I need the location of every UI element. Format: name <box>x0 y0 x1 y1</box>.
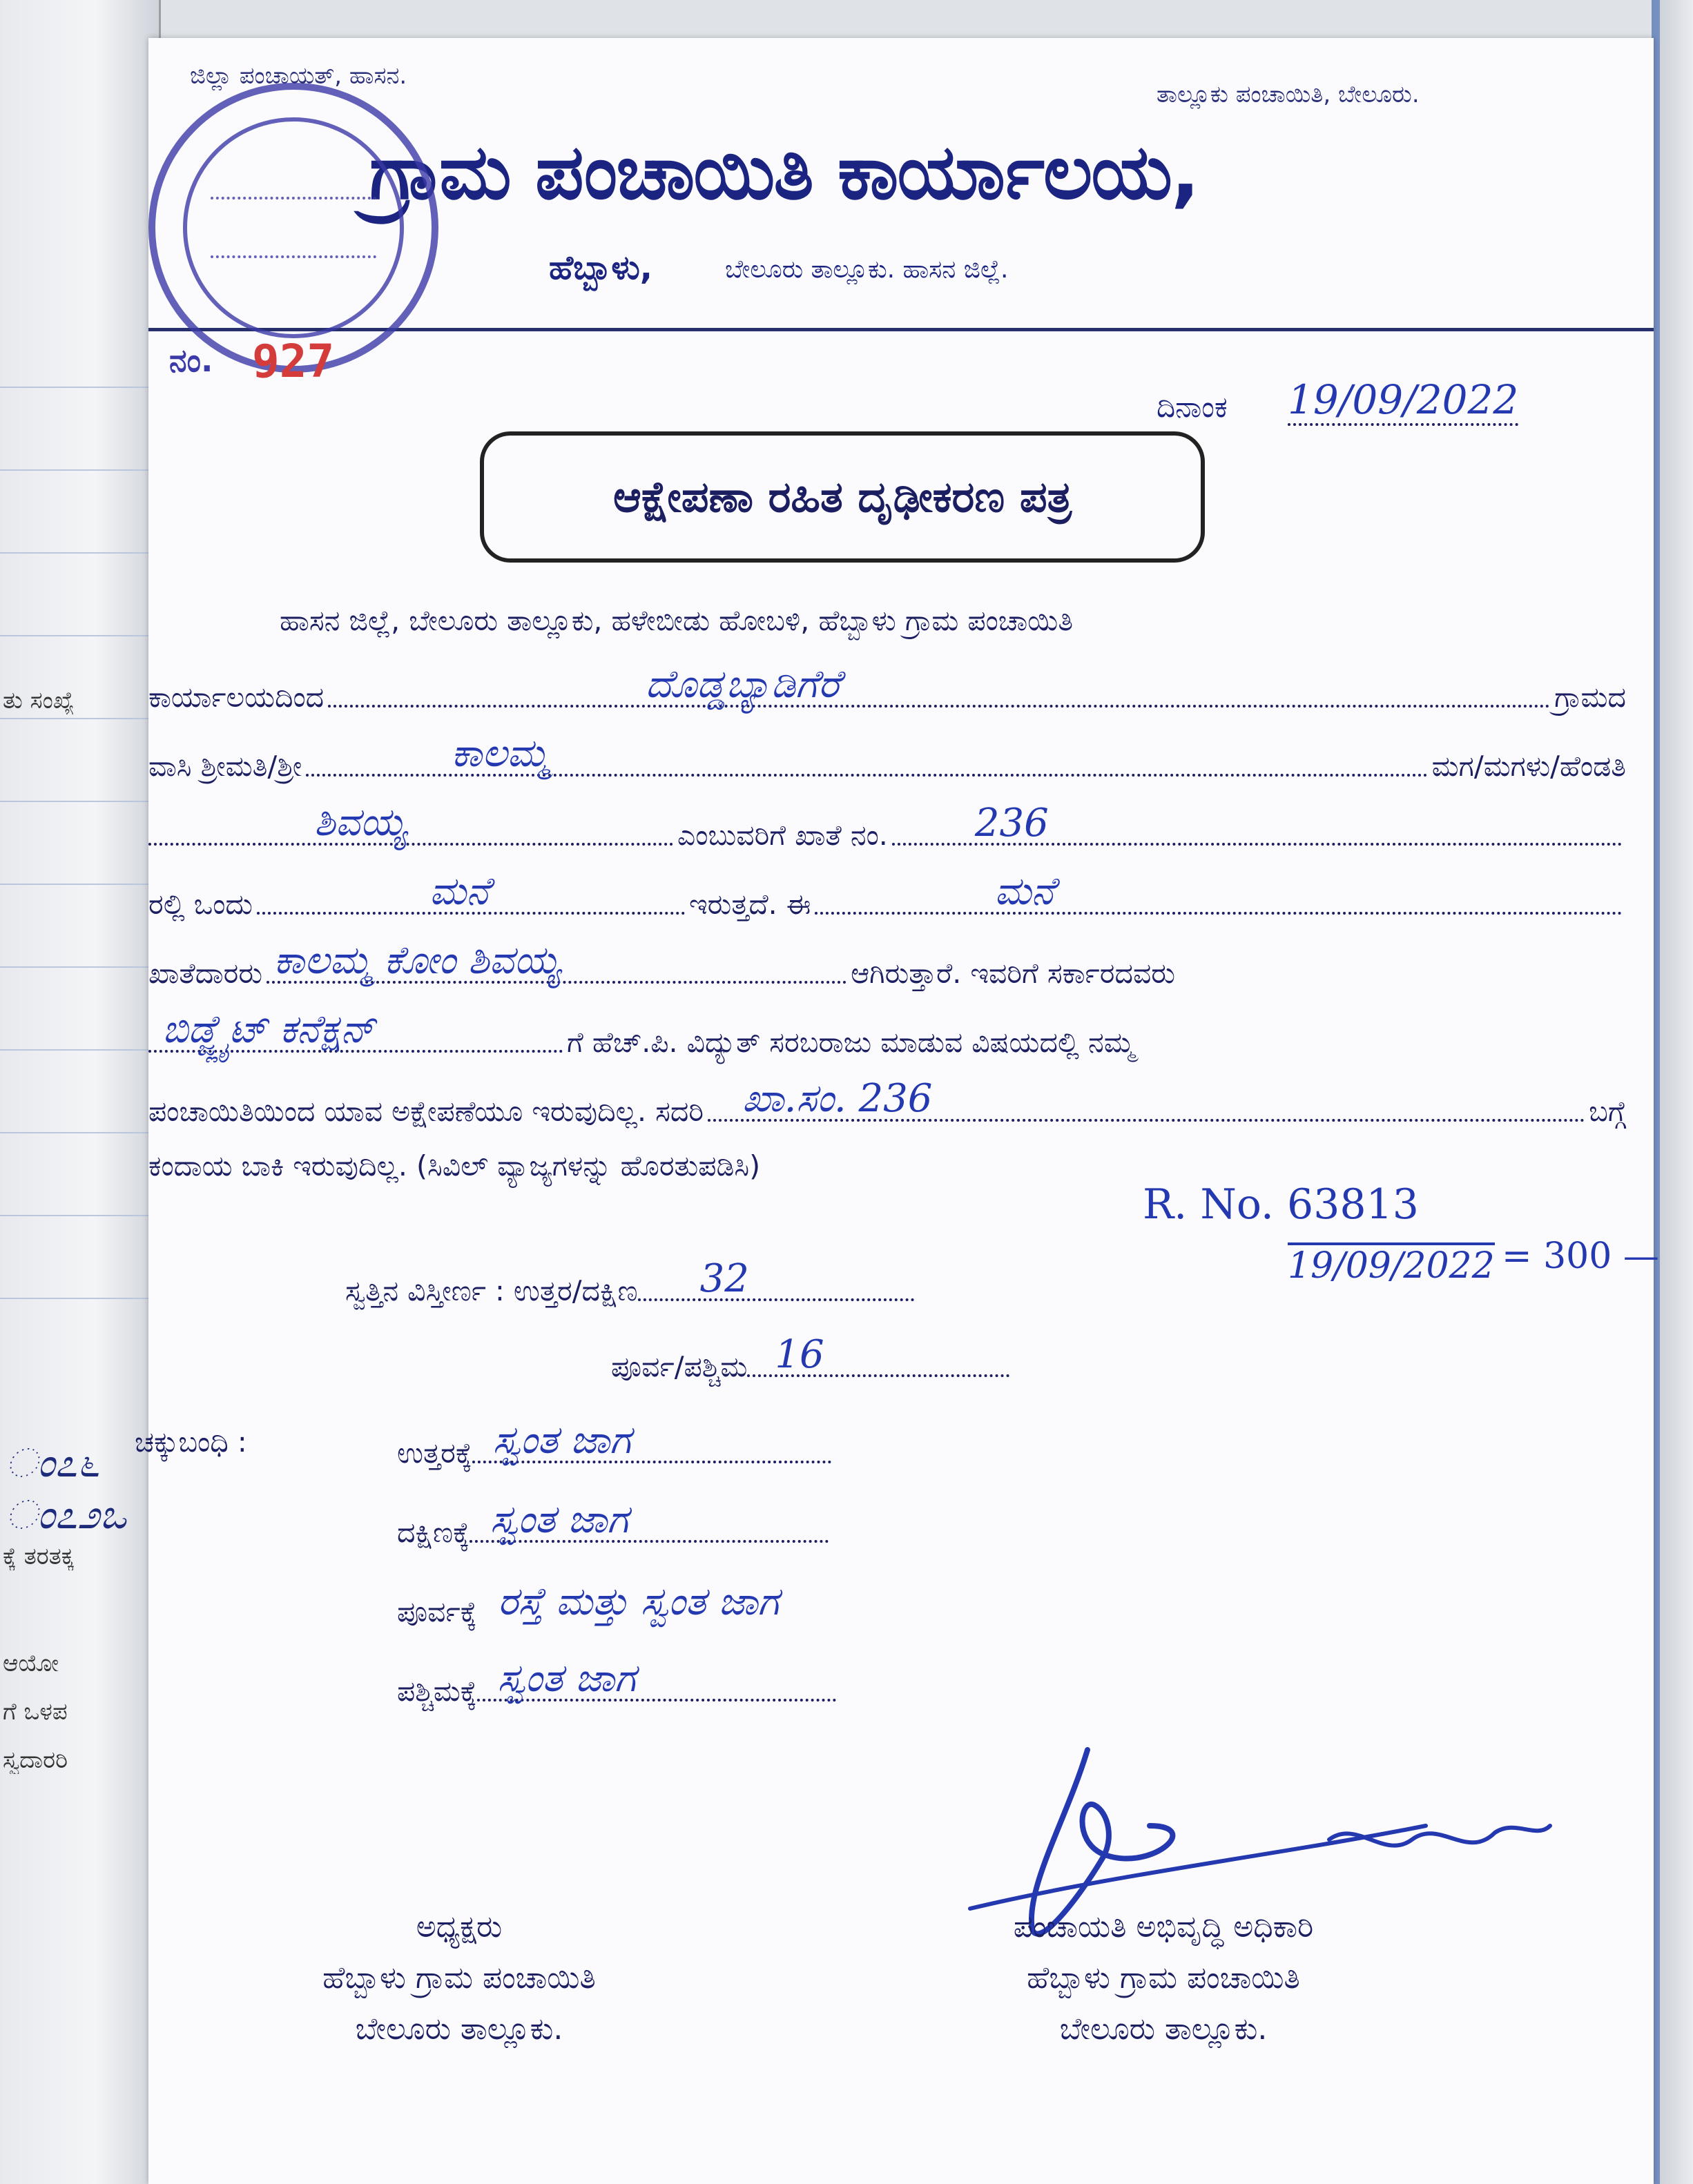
khata-reference: ಖಾ.ಸಂ. 236 <box>742 1076 933 1121</box>
resident-name: ಕಾಲಮ್ಮ <box>451 731 550 776</box>
body-line-7 <box>148 1004 1626 1060</box>
seal-number: 927 <box>252 335 335 388</box>
boundary-north <box>397 1415 1018 1470</box>
president-signature-block <box>176 1902 742 2055</box>
boundary-south-value: ಸ್ವಂತ ಜಾಗ <box>490 1497 628 1542</box>
dimension-ew-value: 16 <box>775 1332 824 1377</box>
right-edge-sheet <box>1652 0 1693 2184</box>
body-line-8-text: ಪಂಚಾಯಿತಿಯಿಂದ ಯಾವ ಅಕ್ಷೇಪಣೆಯೂ ಇರುವುದಿಲ್ಲ. ಸದರಿ <box>148 1095 704 1128</box>
dimension-ew-label: ಪೂರ್ವ/ಪಶ್ಚಿಮ <box>611 1350 748 1383</box>
body-line-8 <box>148 1073 1626 1129</box>
president-title: ಅಧ್ಯಕ್ಷರು <box>416 1909 503 1944</box>
body-line-5 <box>148 866 1626 922</box>
body-line-8-suffix: ಬಗ್ಗೆ <box>1589 1095 1626 1128</box>
pdo-panchayat: ಹೆಬ್ಬಾಳು ಗ್ರಾಮ ಪಂಚಾಯಿತಿ <box>1027 1960 1300 1996</box>
property-type-2: ಮನೆ <box>994 869 1054 914</box>
connection-type: ಬಿಡ್ಜ್ಲೈಟ್ ಕನೆಕ್ಷನ್ <box>162 1007 375 1052</box>
receipt-date: 19/09/2022 <box>1288 1242 1495 1287</box>
body-line-6-suffix: ಆಗಿರುತ್ತಾರೆ. ಇವರಿಗೆ ಸರ್ಕಾರದವರು <box>851 957 1176 990</box>
body-line-4 <box>148 797 1626 852</box>
left-page-text: ಸ್ವದಾರರಿ <box>3 1746 68 1774</box>
body-line-4-text: ಎಂಬುವರಿಗೆ ಖಾತೆ ನಂ. <box>677 819 888 852</box>
receipt-amount: = 300 — <box>1502 1236 1659 1277</box>
boundary-north-label: ಉತ್ತರಕ್ಕೆ <box>397 1436 472 1470</box>
left-page-text: ಆಯೋ <box>3 1650 59 1677</box>
dimension-ns <box>345 1253 1243 1308</box>
property-type: ಮನೆ <box>429 869 490 914</box>
body-line-5-mid: ಇರುತ್ತದೆ. ಈ <box>688 888 811 921</box>
pdo-signature-block <box>853 1902 1474 2055</box>
khatedar-name: ಕಾಲಮ್ಮ ಕೋಂ ಶಿವಯ್ಯ <box>273 938 561 983</box>
header-title: ಗ್ರಾಮ ಪಂಚಾಯಿತಿ ಕಾರ್ಯಾಲಯ, <box>369 128 1199 216</box>
president-taluk: ಬೇಲೂರು ತಾಲ್ಲೂಕು. <box>355 2011 563 2047</box>
body-line-7-text: ಗೆ ಹೆಚ್.ಪಿ. ವಿದ್ಯುತ್ ಸರಬರಾಜು ಮಾಡುವ ವಿಷಯದಲ್ಲಿ ನಮ್ಮ <box>567 1026 1135 1059</box>
body-line-1: ಹಾಸನ ಜಿಲ್ಲೆ, ಬೇಲೂರು ತಾಲ್ಲೂಕು, ಹಳೇಬೀಡು ಹೋಬಳಿ, ಹೆಬ್ಬಾಳು ಗ್ರಾಮ ಪಂಚಾಯಿತಿ <box>280 604 1074 637</box>
boundary-east-value: ರಸ್ತೆ ಮತ್ತು ಸ್ವಂತ ಜಾಗ <box>497 1579 779 1624</box>
boundary-east <box>397 1574 1364 1629</box>
panchayat-seal <box>148 83 438 373</box>
receipt-number: R. No. 63813 <box>1143 1180 1419 1229</box>
left-page-handwriting: ಂ೭೨ಒ <box>6 1491 127 1538</box>
date-value: 19/09/2022 <box>1288 376 1518 426</box>
left-page-handwriting: ಂ೭೬ <box>6 1439 100 1486</box>
boundary-south <box>397 1494 1018 1550</box>
body-line-3 <box>148 728 1626 783</box>
header-zilla: ಜಿಲ್ಲಾ ಪಂಚಾಯತ್, ಹಾಸನ. <box>190 62 407 90</box>
left-page-text: ತು ಸಂಖ್ಯೆ <box>3 687 75 714</box>
body-line-2-suffix: ಗ್ರಾಮದ <box>1554 681 1626 714</box>
body-line-5-text: ರಲ್ಲಿ ಒಂದು <box>148 888 253 921</box>
village-name: ದೊಡ್ಡಬ್ಯಾಡಿಗೆರೆ <box>646 662 840 707</box>
left-page-text: ಕ್ಕೆ ತರತಕ್ಕ <box>3 1543 75 1570</box>
document-title: ಆಕ್ಷೇಪಣಾ ರಹಿತ ದೃಢೀಕರಣ ಪತ್ರ <box>480 431 1205 563</box>
dimension-ns-label: ಸ್ವತ್ತಿನ ವಿಸ್ತೀರ್ಣ : ಉತ್ತರ/ದಕ್ಷಿಣ <box>345 1274 638 1307</box>
body-line-2 <box>148 659 1626 714</box>
body-line-2-text: ಕಾರ್ಯಾಲಯದಿಂದ <box>148 681 325 714</box>
boundary-west-value: ಸ್ವಂತ ಜಾಗ <box>497 1656 636 1701</box>
president-panchayat: ಹೆಬ್ಬಾಳು ಗ್ರಾಮ ಪಂಚಾಯಿತಿ <box>322 1960 596 1996</box>
body-line-3-text: ವಾಸಿ ಶ್ರೀಮತಿ/ಶ್ರೀ <box>148 750 302 783</box>
boundary-south-label: ದಕ್ಷಿಣಕ್ಕೆ <box>397 1516 470 1549</box>
certificate-sheet <box>135 38 1659 2184</box>
left-book-pages <box>0 0 161 2184</box>
header-place: ಹೆಬ್ಬಾಳು, <box>549 248 652 287</box>
boundary-west-label: ಪಶ್ಚಿಮಕ್ಕೆ <box>397 1675 477 1708</box>
boundaries-label: ಚಕ್ಕುಬಂಧಿ : <box>135 1425 247 1459</box>
date-label: ದಿನಾಂಕ <box>1157 390 1228 424</box>
pdo-taluk: ಬೇಲೂರು ತಾಲ್ಲೂಕು. <box>1059 2011 1268 2047</box>
boundary-west <box>397 1653 1018 1708</box>
dimension-ns-value: 32 <box>699 1256 749 1301</box>
header-taluk: ತಾಲ್ಲೂಕು ಪಂಚಾಯಿತಿ, ಬೇಲೂರು. <box>1157 81 1420 108</box>
body-line-9: ಕಂದಾಯ ಬಾಕಿ ಇರುವುದಿಲ್ಲ. (ಸಿವಿಲ್ ವ್ಯಾಜ್ಯಗಳನ್ನು ಹೊರತುಪಡಿಸಿ) <box>148 1149 761 1182</box>
body-line-6 <box>148 935 1626 991</box>
boundary-north-value: ಸ್ವಂತ ಜಾಗ <box>492 1418 631 1463</box>
relation-name: ಶಿವಯ್ಯ <box>314 800 407 845</box>
pdo-title: ಪಂಚಾಯತಿ ಅಭಿವೃದ್ಧಿ ಅಧಿಕಾರಿ <box>1013 1909 1314 1944</box>
body-line-6-text: ಖಾತೆದಾರರು <box>148 957 263 990</box>
left-page-text: ಗೆ ಒಳಪ <box>3 1698 68 1726</box>
dimension-ew <box>611 1329 1232 1384</box>
seal-number-label: ನಂ. <box>169 342 213 379</box>
boundary-east-label: ಪೂರ್ವಕ್ಕೆ <box>397 1595 477 1628</box>
body-line-3-suffix: ಮಗ/ಮಗಳು/ಹೆಂಡತಿ <box>1431 750 1626 783</box>
khata-number: 236 <box>974 801 1049 846</box>
header-address: ಬೇಲೂರು ತಾಲ್ಲೂಕು. ಹಾಸನ ಜಿಲ್ಲೆ. <box>725 255 1009 284</box>
